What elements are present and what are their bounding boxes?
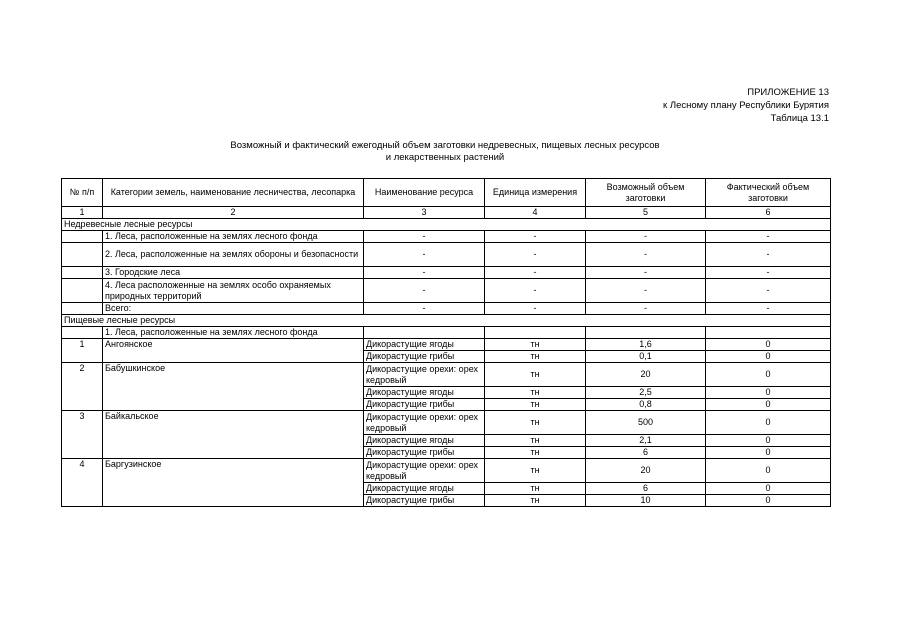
row-resource: Дикорастущие орехи: орех кедровый — [364, 411, 485, 435]
forestry-name: Байкальское — [103, 411, 364, 459]
forestry-number: 1 — [62, 339, 103, 363]
row-unit: - — [485, 231, 586, 243]
col-number: 3 — [364, 207, 485, 219]
row-unit: - — [485, 303, 586, 315]
row-resource — [364, 327, 485, 339]
row-category: Всего: — [103, 303, 364, 315]
row-category: 1. Леса, расположенные на землях лесного фонда — [103, 231, 364, 243]
row-actual: 0 — [706, 339, 831, 351]
row-number — [62, 231, 103, 243]
forestry-name: Баргузинское — [103, 459, 364, 507]
page-title: Возможный и фактический ежегодный объем заготовки недревесных, пищевых лесных ресурсов — [230, 140, 660, 151]
row-possible: - — [586, 231, 706, 243]
row-actual: - — [706, 243, 831, 267]
row-resource: Дикорастущие орехи: орех кедровый — [364, 459, 485, 483]
row-unit: тн — [485, 495, 586, 507]
row-possible — [586, 327, 706, 339]
row-unit: тн — [485, 459, 586, 483]
row-category: 2. Леса, расположенные на землях обороны и безопасности — [103, 243, 364, 267]
row-possible: 20 — [586, 459, 706, 483]
row-resource: Дикорастущие орехи: орех кедровый — [364, 363, 485, 387]
forestry-number: 2 — [62, 363, 103, 411]
row-possible: - — [586, 279, 706, 303]
row-actual: 0 — [706, 483, 831, 495]
col-number: 2 — [103, 207, 364, 219]
row-actual: 0 — [706, 399, 831, 411]
row-number — [62, 243, 103, 267]
row-resource: Дикорастущие ягоды — [364, 339, 485, 351]
row-resource: Дикорастущие грибы — [364, 447, 485, 459]
row-unit: тн — [485, 363, 586, 387]
row-actual: 0 — [706, 411, 831, 435]
row-unit: - — [485, 279, 586, 303]
row-unit: тн — [485, 387, 586, 399]
row-actual: - — [706, 303, 831, 315]
forestry-number: 3 — [62, 411, 103, 459]
col-number: 5 — [586, 207, 706, 219]
row-resource: Дикорастущие ягоды — [364, 387, 485, 399]
row-unit: тн — [485, 399, 586, 411]
col-number: 4 — [485, 207, 586, 219]
section-header-row — [62, 219, 831, 231]
row-resource: - — [364, 303, 485, 315]
row-resource: - — [364, 243, 485, 267]
table-row — [62, 303, 831, 315]
section-title: Пищевые лесные ресурсы — [62, 315, 831, 327]
row-unit: тн — [485, 339, 586, 351]
row-actual: - — [706, 231, 831, 243]
page-title-cont: и лекарственных растений — [385, 152, 505, 163]
row-unit: тн — [485, 411, 586, 435]
row-number — [62, 279, 103, 303]
row-unit: - — [485, 267, 586, 279]
row-unit: тн — [485, 447, 586, 459]
row-resource: Дикорастущие ягоды — [364, 483, 485, 495]
row-possible: 6 — [586, 483, 706, 495]
col-header-possible: Возможный объем заготовки — [586, 179, 706, 207]
table-row — [62, 459, 831, 483]
row-actual: 0 — [706, 363, 831, 387]
row-actual: 0 — [706, 387, 831, 399]
forestry-name: Бабушкинское — [103, 363, 364, 411]
row-possible: 6 — [586, 447, 706, 459]
subsection-row — [62, 327, 831, 339]
row-actual: 0 — [706, 351, 831, 363]
col-number: 6 — [706, 207, 831, 219]
col-header-num: № п/п — [62, 179, 103, 207]
col-number: 1 — [62, 207, 103, 219]
col-header-unit: Единица измерения — [485, 179, 586, 207]
row-possible: 1,6 — [586, 339, 706, 351]
table-row — [62, 279, 831, 303]
column-number-row — [62, 207, 831, 219]
subsection-title: 1. Леса, расположенные на землях лесного фонда — [103, 327, 364, 339]
row-number — [62, 267, 103, 279]
row-resource: Дикорастущие грибы — [364, 351, 485, 363]
row-actual: 0 — [706, 447, 831, 459]
row-possible: 2,5 — [586, 387, 706, 399]
forestry-name: Ангоянское — [103, 339, 364, 363]
row-possible: 0,1 — [586, 351, 706, 363]
col-header-category: Категории земель, наименование лесничества, лесопарка — [103, 179, 364, 207]
section-header-row — [62, 315, 831, 327]
row-actual: 0 — [706, 495, 831, 507]
table-row — [62, 363, 831, 387]
table-number: Таблица 13.1 — [770, 113, 829, 124]
row-actual — [706, 327, 831, 339]
row-actual: - — [706, 267, 831, 279]
table-header-row — [62, 179, 831, 207]
table-row — [62, 411, 831, 435]
row-resource: - — [364, 231, 485, 243]
resources-table — [61, 178, 831, 507]
row-possible: 20 — [586, 363, 706, 387]
table-row — [62, 267, 831, 279]
row-actual: 0 — [706, 435, 831, 447]
row-unit — [485, 327, 586, 339]
table-row — [62, 231, 831, 243]
table-row — [62, 339, 831, 351]
section-title: Недревесные лесные ресурсы — [62, 219, 831, 231]
row-category: 3. Городские леса — [103, 267, 364, 279]
row-possible: - — [586, 303, 706, 315]
row-category: 4. Леса расположенные на землях особо охраняемых природных территорий — [103, 279, 364, 303]
row-number — [62, 303, 103, 315]
row-possible: 500 — [586, 411, 706, 435]
appendix-subtitle: к Лесному плану Республики Бурятия — [663, 100, 829, 111]
table-row — [62, 243, 831, 267]
row-unit: тн — [485, 483, 586, 495]
col-header-actual: Фактический объем заготовки — [706, 179, 831, 207]
row-unit: тн — [485, 435, 586, 447]
row-resource: - — [364, 279, 485, 303]
row-unit: - — [485, 243, 586, 267]
appendix-label: ПРИЛОЖЕНИЕ 13 — [747, 87, 829, 98]
row-possible: 2,1 — [586, 435, 706, 447]
row-resource: Дикорастущие грибы — [364, 495, 485, 507]
row-possible: 0,8 — [586, 399, 706, 411]
row-possible: 10 — [586, 495, 706, 507]
row-resource: - — [364, 267, 485, 279]
row-resource: Дикорастущие грибы — [364, 399, 485, 411]
row-resource: Дикорастущие ягоды — [364, 435, 485, 447]
row-possible: - — [586, 267, 706, 279]
row-actual: - — [706, 279, 831, 303]
forestry-number: 4 — [62, 459, 103, 507]
row-number — [62, 327, 103, 339]
row-actual: 0 — [706, 459, 831, 483]
row-unit: тн — [485, 351, 586, 363]
row-possible: - — [586, 243, 706, 267]
col-header-resource: Наименование ресурса — [364, 179, 485, 207]
